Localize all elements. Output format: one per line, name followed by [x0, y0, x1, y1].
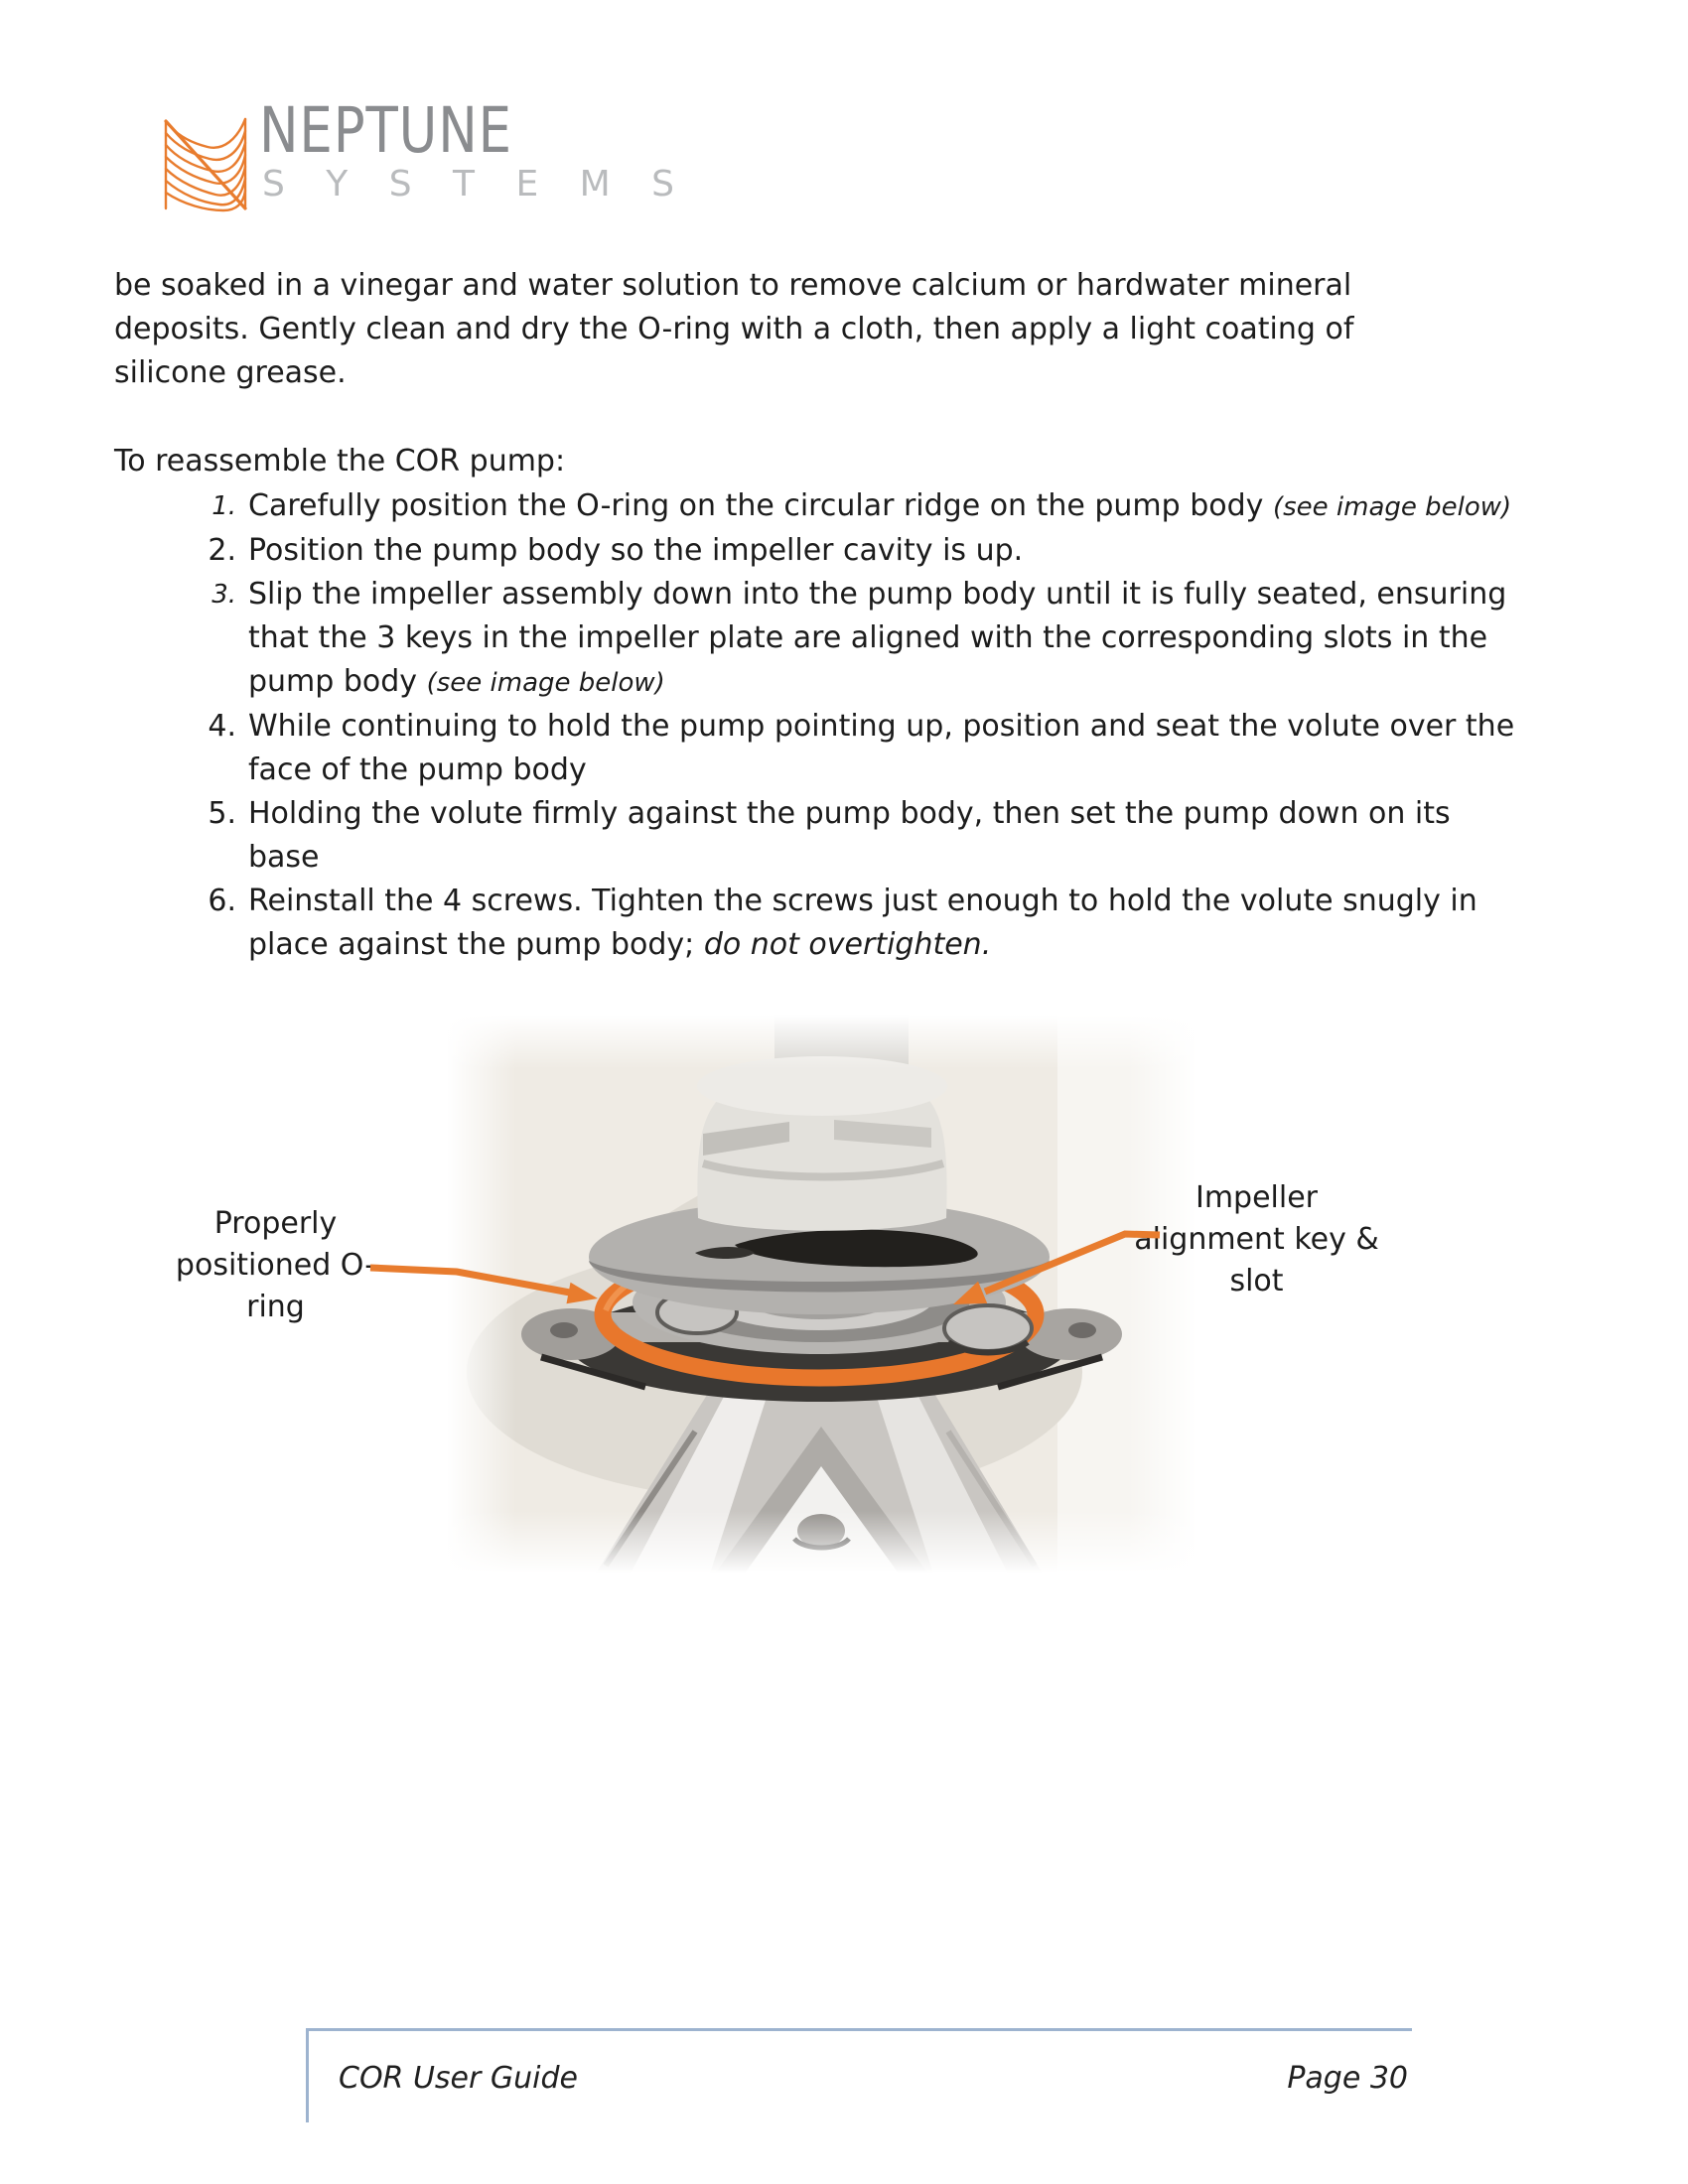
list-item — [114, 573, 1524, 705]
step-text: Slip the impeller assembly down into the pump body until it is fully seated, ensuring that the 3 keys in the impeller plate are aligned with the corresponding slots in the pump body — [248, 577, 1507, 699]
page-footer — [306, 2028, 1412, 2122]
step-text: Holding the volute firmly against the pump body, then set the pump down on its base — [248, 796, 1451, 875]
list-item — [114, 484, 1524, 529]
section-heading: To reassemble the COR pump: — [114, 444, 566, 478]
list-item — [114, 705, 1524, 792]
step-note: do not overtighten. — [703, 927, 992, 962]
step-note: (see image below) — [1272, 492, 1512, 522]
neptune-systems-logo — [162, 94, 690, 219]
list-item — [114, 792, 1524, 880]
step-text: Position the pump body so the impeller cavity is up. — [248, 533, 1024, 568]
list-item — [114, 529, 1524, 573]
o-ring-callout-label: Properly positioned O-ring — [175, 1206, 376, 1324]
callout-arrows — [149, 1142, 1440, 1390]
step-text: Carefully position the O-ring on the circular ridge on the pump body — [248, 488, 1273, 523]
step-number: 6. — [208, 884, 236, 918]
logo-sub-text: S Y S T E M S — [262, 164, 690, 205]
footer-document-title: COR User Guide — [339, 2061, 578, 2096]
neptune-wave-icon — [162, 109, 249, 212]
list-item — [114, 880, 1524, 967]
footer-page-number: Page 30 — [1287, 2061, 1408, 2096]
logo-brand-text: NEPTUNE — [259, 94, 512, 167]
step-number: 5. — [208, 796, 236, 831]
intro-paragraph: be soaked in a vinegar and water solution to remove calcium or hardwater mineral deposits. Gently clean and dry the O-ring with a cloth, then apply a light coating of silicone grease. — [114, 268, 1354, 390]
step-number: 2. — [208, 533, 236, 568]
step-number: 1. — [211, 491, 236, 521]
step-number: 3. — [211, 580, 236, 610]
reassembly-steps-list — [114, 484, 1524, 967]
step-number: 4. — [208, 709, 236, 744]
step-text: Reinstall the 4 screws. Tighten the screws just enough to hold the volute snugly in place against the pump body; — [248, 884, 1477, 962]
alignment-key-callout-label: Impeller alignment key & slot — [1134, 1180, 1379, 1298]
step-text: While continuing to hold the pump pointing up, position and seat the volute over the face of the pump body — [248, 709, 1515, 787]
step-note: (see image below) — [426, 668, 665, 698]
